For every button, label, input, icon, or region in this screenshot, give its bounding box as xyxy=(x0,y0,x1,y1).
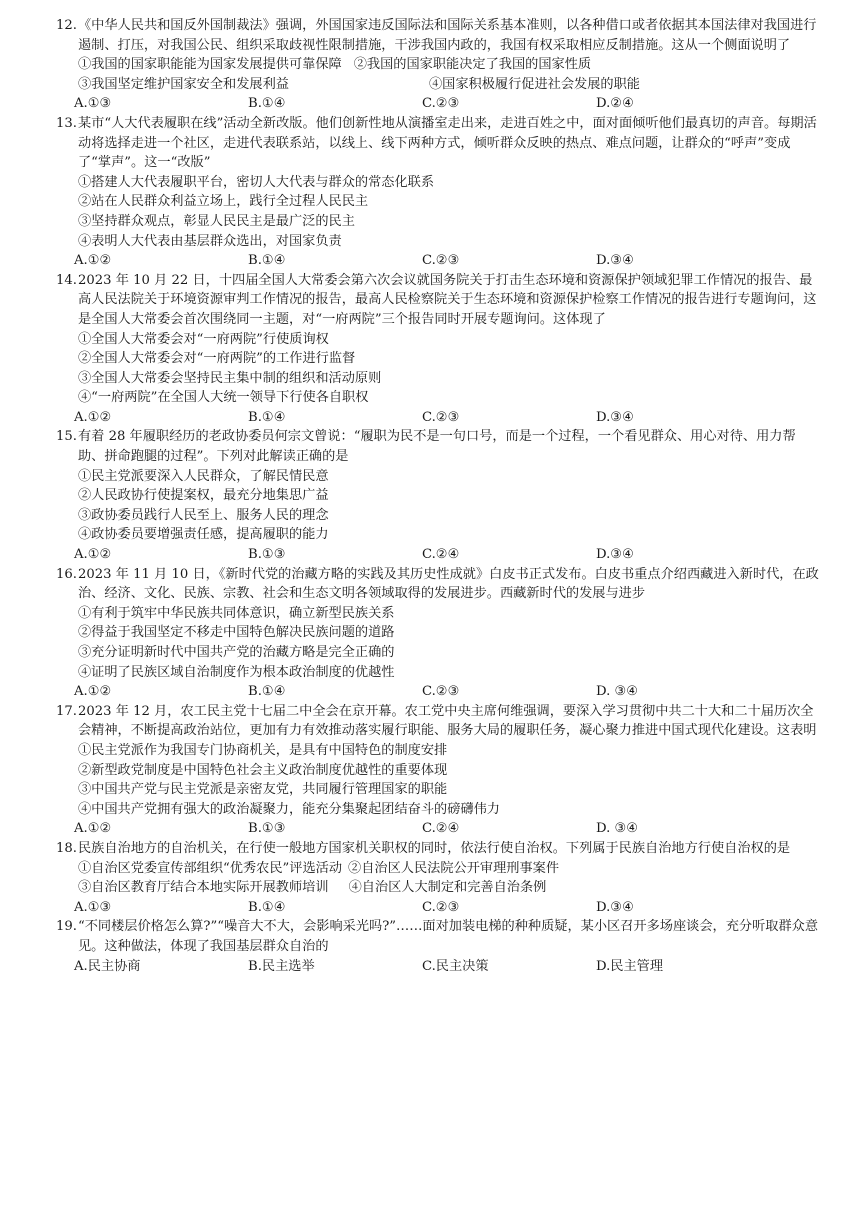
statement-2: ②人民政协行使提案权，最充分地集思广益 xyxy=(78,488,329,504)
statement-4: ④表明人大代表由基层群众选出，对国家负责 xyxy=(78,233,342,249)
option-c[interactable]: C.②④ xyxy=(422,821,460,837)
question-16 xyxy=(56,565,820,702)
option-b[interactable]: B.①④ xyxy=(248,409,286,425)
statement-2: ②全国人大常委会对“一府两院”的工作进行监督 xyxy=(78,351,356,367)
question-19 xyxy=(56,917,820,976)
statement-2: ②我国的国家职能决定了我国的国家性质 xyxy=(353,57,592,73)
option-c[interactable]: C.②③ xyxy=(422,409,460,425)
statement-3: ③充分证明新时代中国共产党的治藏方略是完全正确的 xyxy=(78,645,395,660)
option-a[interactable]: A.①② xyxy=(74,547,112,563)
statement-3: ③我国坚定维护国家安全和发展利益 xyxy=(78,76,289,92)
option-c[interactable]: C.②③ xyxy=(422,899,460,915)
answer-options xyxy=(56,545,820,565)
option-a[interactable]: A.①③ xyxy=(74,96,112,112)
option-a[interactable]: A.①② xyxy=(74,409,112,425)
answer-options xyxy=(56,898,820,918)
statement-1: ①自治区党委宣传部组织“优秀农民”评选活动 xyxy=(78,860,343,876)
question-number: 14. xyxy=(56,272,77,288)
question-stem: 2023 年 11 月 10 日，《新时代党的治藏方略的实践及其历史性成就》白皮书正式发布。白皮书重点介绍西藏进入新时代，在政治、经济、文化、民族、宗教、社会和生态文明各领域取得的发展进步。西藏新时代的发展与进步 xyxy=(78,566,819,602)
statement-1: ①民主党派要深入人民群众，了解民情民意 xyxy=(78,468,329,484)
statement-2: ②得益于我国坚定不移走中国特色解决民族问题的道路 xyxy=(78,625,395,641)
statement-3: ③自治区教育厅结合本地实际开展教师培训 xyxy=(78,880,329,896)
option-d[interactable]: D.②④ xyxy=(596,96,634,112)
option-b[interactable]: B.①④ xyxy=(248,899,286,915)
question-15 xyxy=(56,427,820,564)
answer-options xyxy=(56,682,820,702)
option-d[interactable]: D.③④ xyxy=(596,409,634,425)
question-number: 15. xyxy=(56,429,77,445)
statement-4: ④自治区人大制定和完善自治条例 xyxy=(348,880,547,896)
option-c[interactable]: C.②③ xyxy=(422,253,460,269)
option-a[interactable]: A.①② xyxy=(74,821,112,837)
option-c[interactable]: C.②③ xyxy=(422,96,460,112)
option-d[interactable]: D.③④ xyxy=(596,899,634,915)
option-d[interactable]: D.③④ xyxy=(596,253,634,269)
statement-1: ①我国的国家职能能为国家发展提供可靠保障 xyxy=(78,57,342,73)
question-17 xyxy=(56,702,820,839)
answer-options xyxy=(56,819,820,839)
statement-1: ①民主党派作为我国专门协商机关，是具有中国特色的制度安排 xyxy=(78,742,448,758)
statement-1: ①有利于筑牢中华民族共同体意识，确立新型民族关系 xyxy=(78,605,395,621)
statement-2: ②新型政党制度是中国特色社会主义政治制度优越性的重要体现 xyxy=(78,762,448,778)
question-stem: “不同楼层价格怎么算?”“噪音大不大，会影响采光吗?”……面对加装电梯的种种质疑，某小区召开多场座谈会，充分听取群众意见。这种做法，体现了我国基层群众自治的 xyxy=(78,919,819,954)
question-number: 18. xyxy=(56,840,77,856)
option-b[interactable]: B.民主选举 xyxy=(248,958,315,974)
option-c[interactable]: C.②③ xyxy=(422,684,460,700)
question-stem: 民族自治地方的自治机关，在行使一般地方国家机关职权的同时，依法行使自治权。下列属于民族自治地方行使自治权的是 xyxy=(78,840,791,856)
statement-4: ④中国共产党拥有强大的政治凝聚力，能充分集聚起团结奋斗的磅礴伟力 xyxy=(78,801,500,817)
option-b[interactable]: B.①④ xyxy=(248,684,286,700)
option-a[interactable]: A.民主协商 xyxy=(74,958,141,974)
option-b[interactable]: B.①③ xyxy=(248,547,286,563)
option-d[interactable]: D. ③④ xyxy=(596,684,639,700)
option-d[interactable]: D.③④ xyxy=(596,547,634,563)
answer-options xyxy=(56,251,820,271)
statement-3: ③全国人大常委会坚持民主集中制的组织和活动原则 xyxy=(78,370,382,386)
question-13 xyxy=(56,114,820,271)
statement-2: ②自治区人民法院公开审理刑事案件 xyxy=(348,860,560,876)
statement-2: ②站在人民群众利益立场上，践行全过程人民民主 xyxy=(78,194,369,210)
statement-3: ③政协委员践行人民至上、服务人民的理念 xyxy=(78,507,329,523)
statement-1: ①全国人大常委会对“一府两院”行使质询权 xyxy=(78,331,329,347)
statement-4: ④国家积极履行促进社会发展的职能 xyxy=(429,76,640,92)
question-number: 16. xyxy=(56,566,77,582)
question-14 xyxy=(56,271,820,428)
option-b[interactable]: B.①③ xyxy=(248,821,286,837)
question-18 xyxy=(56,839,820,917)
question-stem: 有着 28 年履职经历的老政协委员何宗文曾说：“履职为民不是一句口号，而是一个过程，一个看见群众、用心对待、用力帮助、拼命跑腿的过程”。下列对此解读正确的是 xyxy=(78,429,796,465)
statement-4: ④政协委员要增强责任感，提高履职的能力 xyxy=(78,527,329,543)
question-number: 13. xyxy=(56,115,77,131)
option-c[interactable]: C.②④ xyxy=(422,547,460,563)
question-stem: 2023 年 10 月 22 日，十四届全国人大常委会第六次会议就国务院关于打击生态环境和资源保护领域犯罪工作情况的报告、最高人民法院关于环境资源审判工作情况的报告，最高人民检察院关于生态环境和资源保护检察工作情况的报告进行专题询问，这是全国人大常委会首次围绕同一主题，对“一府两院”三个报告同时开展专题询问。这体现了 xyxy=(78,272,817,327)
statement-3: ③中国共产党与民主党派是亲密友党，共同履行管理国家的职能 xyxy=(78,782,448,798)
question-stem: 《中华人民共和国反外国制裁法》强调，外国国家违反国际法和国际关系基本准则，以各种借口或者依据其本国法律对我国进行遏制、打压，对我国公民、组织采取歧视性限制措施，干涉我国内政的，我国有权采取相应反制措施。这从一个侧面说明了 xyxy=(78,18,817,53)
option-d[interactable]: D. ③④ xyxy=(596,821,639,837)
answer-options xyxy=(56,408,820,428)
question-number: 19. xyxy=(56,919,77,935)
statement-1: ①搭建人大代表履职平台，密切人大代表与群众的常态化联系 xyxy=(78,174,435,190)
option-d[interactable]: D.民主管理 xyxy=(596,958,664,974)
option-c[interactable]: C.民主决策 xyxy=(422,958,489,974)
statement-4: ④证明了民族区域自治制度作为根本政治制度的优越性 xyxy=(78,664,395,680)
question-number: 12. xyxy=(56,18,77,33)
statement-4: ④“一府两院”在全国人大统一领导下行使各自职权 xyxy=(78,390,369,406)
question-stem: 2023 年 12 月，农工民主党十七届二中全会在京开幕。农工党中央主席何维强调，要深入学习贯彻中共二十大和二十届历次全会精神，不断提高政治站位，更加有力有效推动落实履行职能、服务大局的履职任务，凝心聚力推进中国式现代化建设。这表明 xyxy=(78,703,817,739)
option-b[interactable]: B.①④ xyxy=(248,96,286,112)
question-12 xyxy=(56,16,820,114)
option-a[interactable]: A.①③ xyxy=(74,899,112,915)
option-b[interactable]: B.①④ xyxy=(248,253,286,269)
answer-options xyxy=(56,957,820,977)
answer-options xyxy=(56,94,820,114)
option-a[interactable]: A.①② xyxy=(74,253,112,269)
question-stem: 某市“人大代表履职在线”活动全新改版。他们创新性地从演播室走出来，走进百姓之中，面对面倾听他们最真切的声音。每期活动将选择走进一个社区，走进代表联系站，以线上、线下两种方式，倾听群众反映的热点、难点问题，让群众的“呼声”变成了“掌声”。这一“改版” xyxy=(78,115,817,171)
option-a[interactable]: A.①② xyxy=(74,684,112,700)
statement-3: ③坚持群众观点，彰显人民民主是最广泛的民主 xyxy=(78,213,355,229)
question-number: 17. xyxy=(56,703,77,719)
